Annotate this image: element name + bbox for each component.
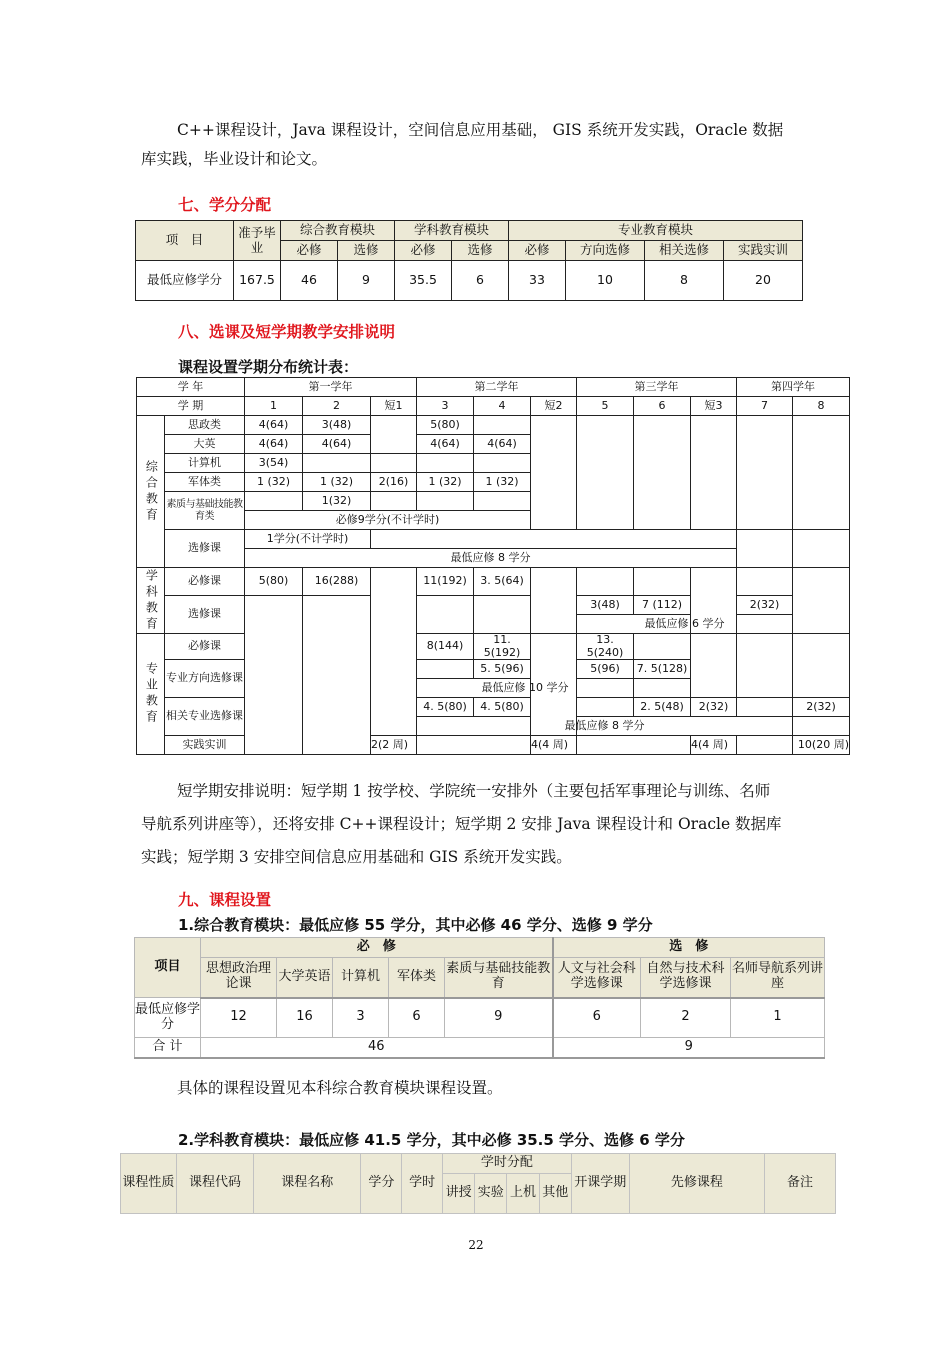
t3-cell: 6 (553, 998, 641, 1038)
general-module-heading: 1.综合教育模块：最低应修 55 学分，其中必修 46 学分、选修 9 学分 (178, 916, 653, 934)
t2-cell: 2(2 周) (371, 736, 417, 755)
t3-col: 军体类 (389, 958, 445, 998)
t1-col-practice: 实践实训 (724, 241, 803, 261)
t3-cell: 12 (201, 998, 277, 1038)
t2-cell: 4. 5(80) (474, 698, 531, 717)
t2-empty (417, 736, 531, 755)
t3-col: 名师导航系列讲座 (731, 958, 825, 998)
t2-cell: 1 (32) (245, 473, 303, 492)
t2-year-label: 学 年 (137, 378, 245, 397)
t2-year-4: 第四学年 (737, 378, 850, 397)
intro-paragraph-cont (141, 145, 811, 174)
t2-group-major: 专业教育 (137, 634, 165, 755)
t3-col: 自然与技术科学选修课 (641, 958, 731, 998)
t2-cell: 4(64) (303, 435, 371, 454)
t2-row-maj-dir: 专业方向选修课 (165, 660, 245, 698)
t2-empty (634, 568, 691, 596)
t2-term: 短1 (371, 397, 417, 416)
t2-empty (417, 454, 474, 473)
t3-col: 人文与社会科学选修课 (553, 958, 641, 998)
t2-row-english: 大英 (165, 435, 245, 454)
short-term-note-3: 实践；短学期 3 安排空间信息应用基础和 GIS 系统开发实践。 (141, 848, 572, 866)
t2-empty (634, 634, 691, 660)
t2-empty (371, 416, 417, 454)
t1-cell: 46 (281, 261, 338, 301)
t1-col-elec: 选修 (452, 241, 509, 261)
short-term-note-1: 短学期安排说明：短学期 1 按学校、学院统一安排外（主要包括军事理论与训练、名师 (177, 782, 771, 800)
t1-cell: 33 (509, 261, 566, 301)
t2-term: 2 (303, 397, 371, 416)
t2-empty (793, 416, 850, 530)
t2-empty (417, 660, 474, 679)
subject-module-heading: 2.学科教育模块：最低应修 41.5 学分，其中必修 35.5 学分、选修 6 学分 (178, 1131, 685, 1149)
t2-cell: 5(80) (417, 416, 474, 435)
t1-cell: 8 (645, 261, 724, 301)
t3-cell: 1 (731, 998, 825, 1038)
t2-empty (531, 416, 577, 530)
t3-total-required: 46 (201, 1038, 553, 1058)
t2-term: 短3 (691, 397, 737, 416)
t2-sub-elec-min: 最低应修 6 学分 (577, 615, 793, 634)
t2-group-subject: 学科教育 (137, 568, 165, 634)
t2-term: 1 (245, 397, 303, 416)
t2-term: 3 (417, 397, 474, 416)
t1-col-rel-elec: 相关选修 (645, 241, 724, 261)
t1-cell: 9 (338, 261, 395, 301)
t3-required-header: 必 修 (201, 938, 553, 958)
t1-grad-header: 准予毕业 (234, 221, 281, 261)
t2-empty (737, 568, 793, 596)
t2-cell: 5. 5(96) (474, 660, 531, 679)
t2-term-label: 学 期 (137, 397, 245, 416)
t2-cell: 3(48) (303, 416, 371, 435)
t4-nature: 课程性质 (121, 1154, 177, 1214)
t3-col: 大学英语 (277, 958, 333, 998)
t3-col: 素质与基础技能教育 (445, 958, 553, 998)
t3-cell: 6 (389, 998, 445, 1038)
t1-cell: 20 (724, 261, 803, 301)
t2-cell: 13. 5(240) (577, 634, 634, 660)
t2-row-maj-rel: 相关专业选修课 (165, 698, 245, 736)
t1-cell: 10 (566, 261, 645, 301)
page-number: 22 (468, 1238, 484, 1252)
t2-empty (793, 568, 850, 634)
t2-empty (474, 596, 531, 634)
t2-cell: 3(48) (577, 596, 634, 615)
t4-term: 开课学期 (571, 1154, 629, 1214)
t3-col: 计算机 (333, 958, 389, 998)
t2-term: 5 (577, 397, 634, 416)
t2-empty (417, 492, 474, 511)
t2-cell: 1 (32) (474, 473, 531, 492)
semester-distribution-table (136, 377, 850, 755)
t1-col-req: 必修 (509, 241, 566, 261)
t2-cell: 1 (32) (303, 473, 371, 492)
t2-row-maj-required: 必修课 (165, 634, 245, 660)
t2-empty (371, 492, 417, 511)
t2-row-sub-elective: 选修课 (165, 596, 245, 634)
intro-paragraph (141, 116, 811, 145)
t2-cell: 3(54) (245, 454, 303, 473)
t2-row-politics: 思政类 (165, 416, 245, 435)
t1-subject-module: 学科教育模块 (395, 221, 509, 241)
t1-item-header: 项 目 (136, 221, 234, 261)
t4-name: 课程名称 (254, 1154, 361, 1214)
t2-empty (577, 568, 634, 596)
t2-empty (474, 416, 531, 435)
t4-machine: 上机 (507, 1174, 539, 1214)
t2-cell: 16(288) (303, 568, 371, 596)
t2-cell: 5(96) (577, 660, 634, 679)
t2-empty (634, 416, 691, 530)
t2-cell: 11(192) (417, 568, 474, 596)
t2-cell: 1 (32) (417, 473, 474, 492)
t3-cell: 2 (641, 998, 731, 1038)
t2-cell: 2. 5(48) (634, 698, 691, 717)
t2-maj-rel-min: 最低应修 8 学分 (417, 717, 793, 736)
t4-dist: 学时分配 (443, 1154, 572, 1174)
t2-cell: 2(32) (691, 698, 737, 717)
intro-line-1: C++课程设计，Java 课程设计，空间信息应用基础， GIS 系统开发实践，Oracle 数据 (177, 121, 784, 139)
t2-year-3: 第三学年 (577, 378, 737, 397)
t3-row-label: 最低应修学分 (135, 998, 201, 1038)
t2-row-military: 军体类 (165, 473, 245, 492)
t2-term: 6 (634, 397, 691, 416)
t2-empty (417, 596, 474, 634)
t3-cell: 9 (445, 998, 553, 1038)
t2-cell: 4(4 周) (691, 736, 737, 755)
t1-col-dir-elec: 方向选修 (566, 241, 645, 261)
t2-empty (577, 698, 634, 717)
t2-term: 8 (793, 397, 850, 416)
t2-empty (691, 634, 737, 698)
t2-empty (793, 634, 850, 698)
t2-cell: 5(80) (245, 568, 303, 596)
t2-empty (474, 454, 531, 473)
t2-cell: 4. 5(80) (417, 698, 474, 717)
t2-row-practice: 实践实训 (165, 736, 245, 755)
section-8-heading: 八、选课及短学期教学安排说明 (178, 323, 396, 341)
t2-empty (737, 416, 793, 530)
t1-row-label: 最低应修学分 (136, 261, 234, 301)
t2-cell: 4(64) (417, 435, 474, 454)
t2-gen-elec-note: 1学分(不计学时) (245, 530, 371, 549)
t2-empty (474, 492, 531, 511)
t2-cell: 2(32) (737, 596, 793, 615)
subject-module-table (120, 1153, 836, 1214)
t2-row-computer: 计算机 (165, 454, 245, 473)
t1-major-module: 专业教育模块 (509, 221, 803, 241)
t4-prereq: 先修课程 (629, 1154, 764, 1214)
t2-quality-note: 必修9学分(不计学时) (245, 511, 531, 530)
t2-empty (737, 530, 793, 568)
t2-empty (245, 596, 303, 755)
t2-cell: 10(20 周) (793, 736, 850, 755)
t4-remark: 备注 (765, 1154, 836, 1214)
t2-cell: 8(144) (417, 634, 474, 660)
t2-maj-dir-min: 最低应修 10 学分 (417, 679, 634, 698)
t2-row-quality: 素质与基础技能教育类 (165, 492, 245, 530)
t2-empty (577, 736, 691, 755)
t2-empty (245, 492, 303, 511)
t1-cell: 35.5 (395, 261, 452, 301)
t3-elective-header: 选 修 (553, 938, 825, 958)
t2-empty (303, 454, 371, 473)
t4-lecture: 讲授 (443, 1174, 475, 1214)
t2-term: 4 (474, 397, 531, 416)
t2-term: 短2 (531, 397, 577, 416)
t1-col-req: 必修 (395, 241, 452, 261)
t2-empty (303, 596, 371, 755)
general-module-note: 具体的课程设置见本科综合教育模块课程设置。 (177, 1079, 503, 1097)
credit-allocation-table (135, 220, 803, 301)
t4-other: 其他 (539, 1174, 571, 1214)
t2-empty (577, 416, 634, 530)
t2-cell: 2(16) (371, 473, 417, 492)
t2-row-gen-elective: 选修课 (165, 530, 245, 568)
t2-year-2: 第二学年 (417, 378, 577, 397)
t2-cell: 4(4 周) (531, 736, 577, 755)
t2-cell: 3. 5(64) (474, 568, 531, 596)
t2-group-general: 综合教育 (137, 416, 165, 568)
t3-total-label: 合 计 (135, 1038, 201, 1058)
t2-empty (531, 568, 577, 634)
t2-cell: 2(32) (793, 698, 850, 717)
t2-cell: 4(64) (245, 435, 303, 454)
section-7-heading: 七、学分分配 (178, 196, 272, 214)
t2-empty (371, 568, 417, 736)
t2-cell: 7 (112) (634, 596, 691, 615)
t1-cell: 167.5 (234, 261, 281, 301)
t3-col: 思想政治理论课 (201, 958, 277, 998)
t2-empty (371, 454, 417, 473)
t2-cell: 7. 5(128) (634, 660, 691, 679)
t2-empty (371, 530, 737, 549)
t3-cell: 3 (333, 998, 389, 1038)
t4-hours: 学时 (402, 1154, 443, 1214)
general-module-table (134, 937, 825, 1059)
t1-general-module: 综合教育模块 (281, 221, 395, 241)
short-term-note-2: 导航系列讲座等），还将安排 C++课程设计；短学期 2 安排 Java 课程设计和 Oracle 数据库 (141, 815, 782, 833)
t1-col-elec: 选修 (338, 241, 395, 261)
t2-empty (737, 698, 793, 717)
t2-row-sub-required: 必修课 (165, 568, 245, 596)
t2-cell: 4(64) (245, 416, 303, 435)
t2-empty (737, 634, 793, 698)
t2-empty (737, 736, 793, 755)
t2-empty (691, 416, 737, 530)
t4-credit: 学分 (361, 1154, 402, 1214)
t1-col-req: 必修 (281, 241, 338, 261)
intro-line-2: 库实践，毕业设计和论文。 (141, 150, 328, 168)
t2-empty (793, 530, 850, 568)
section-9-heading: 九、课程设置 (178, 891, 272, 909)
t2-year-1: 第一学年 (245, 378, 417, 397)
t2-gen-elec-min: 最低应修 8 学分 (245, 549, 737, 568)
t1-cell: 6 (452, 261, 509, 301)
t3-item-header: 项目 (135, 938, 201, 998)
t3-cell: 16 (277, 998, 333, 1038)
t2-cell: 4(64) (474, 435, 531, 454)
t4-exp: 实验 (475, 1174, 507, 1214)
t2-cell: 1(32) (303, 492, 371, 511)
t4-code: 课程代码 (176, 1154, 253, 1214)
t2-term: 7 (737, 397, 793, 416)
t2-cell: 11. 5(192) (474, 634, 531, 660)
t3-total-elective: 9 (553, 1038, 825, 1058)
distribution-table-title: 课程设置学期分布统计表： (178, 358, 359, 376)
